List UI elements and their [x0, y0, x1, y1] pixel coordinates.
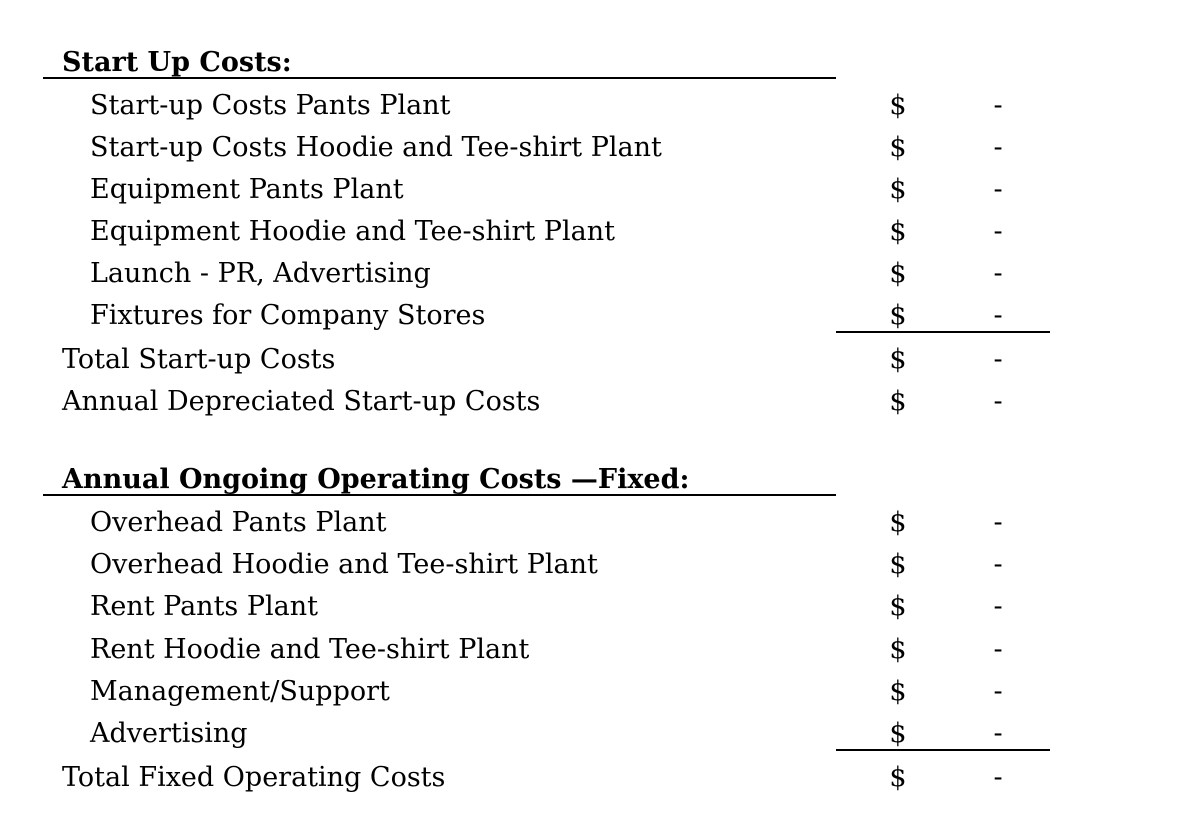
cost-row-label: Start-up Costs Hoodie and Tee-shirt Plant — [90, 132, 662, 163]
cost-row-label: Equipment Pants Plant — [90, 174, 404, 205]
currency-symbol: $ — [889, 762, 907, 793]
cost-value: - — [993, 507, 1003, 538]
startup-header-underline — [43, 77, 836, 79]
total-startup-label: Total Start-up Costs — [62, 344, 336, 375]
cost-row — [0, 544, 1182, 586]
currency-symbol: $ — [889, 386, 907, 417]
currency-symbol: $ — [889, 174, 907, 205]
currency-symbol: $ — [889, 507, 907, 538]
cost-value: - — [993, 591, 1003, 622]
cost-row — [0, 629, 1182, 671]
cost-row-label: Overhead Hoodie and Tee-shirt Plant — [90, 549, 598, 580]
currency-symbol: $ — [889, 90, 907, 121]
cost-value: - — [993, 718, 1003, 749]
depreciated-row — [0, 381, 1182, 423]
cost-row — [0, 671, 1182, 713]
currency-symbol: $ — [889, 549, 907, 580]
total-fixed-label: Total Fixed Operating Costs — [62, 762, 446, 793]
currency-symbol: $ — [889, 216, 907, 247]
cost-row-label: Overhead Pants Plant — [90, 507, 387, 538]
cost-row-label: Start-up Costs Pants Plant — [90, 90, 451, 121]
fixed-section-header: Annual Ongoing Operating Costs —Fixed: — [62, 464, 690, 495]
total-row — [0, 757, 1182, 799]
depreciated-startup-value: - — [993, 386, 1003, 417]
total-row — [0, 339, 1182, 381]
total-fixed-value: - — [993, 762, 1003, 793]
cost-row — [0, 169, 1182, 211]
cost-value: - — [993, 634, 1003, 665]
currency-symbol: $ — [889, 132, 907, 163]
cost-value: - — [993, 90, 1003, 121]
currency-symbol: $ — [889, 258, 907, 289]
cost-row-label: Launch - PR, Advertising — [90, 258, 431, 289]
cost-row-label: Advertising — [90, 718, 248, 749]
currency-symbol: $ — [889, 591, 907, 622]
subtotal-rule — [836, 331, 1050, 333]
cost-row-label: Rent Hoodie and Tee-shirt Plant — [90, 634, 530, 665]
cost-value: - — [993, 174, 1003, 205]
cost-value: - — [993, 300, 1003, 331]
fixed-header-underline — [43, 494, 836, 496]
currency-symbol: $ — [889, 676, 907, 707]
cost-value: - — [993, 676, 1003, 707]
cost-row-label: Fixtures for Company Stores — [90, 300, 486, 331]
depreciated-startup-label: Annual Depreciated Start-up Costs — [62, 386, 541, 417]
cost-row-label: Equipment Hoodie and Tee-shirt Plant — [90, 216, 615, 247]
cost-value: - — [993, 132, 1003, 163]
total-startup-value: - — [993, 344, 1003, 375]
currency-symbol: $ — [889, 718, 907, 749]
currency-symbol: $ — [889, 634, 907, 665]
currency-symbol: $ — [889, 300, 907, 331]
cost-row — [0, 85, 1182, 127]
currency-symbol: $ — [889, 344, 907, 375]
cost-row — [0, 211, 1182, 253]
cost-row — [0, 253, 1182, 295]
cost-row-label: Rent Pants Plant — [90, 591, 318, 622]
cost-row-label: Management/Support — [90, 676, 390, 707]
cost-value: - — [993, 216, 1003, 247]
subtotal-rule — [836, 749, 1050, 751]
cost-row — [0, 502, 1182, 544]
cost-row — [0, 127, 1182, 169]
cost-value: - — [993, 549, 1003, 580]
startup-section-header: Start Up Costs: — [62, 47, 292, 78]
cost-value: - — [993, 258, 1003, 289]
cost-row — [0, 586, 1182, 628]
